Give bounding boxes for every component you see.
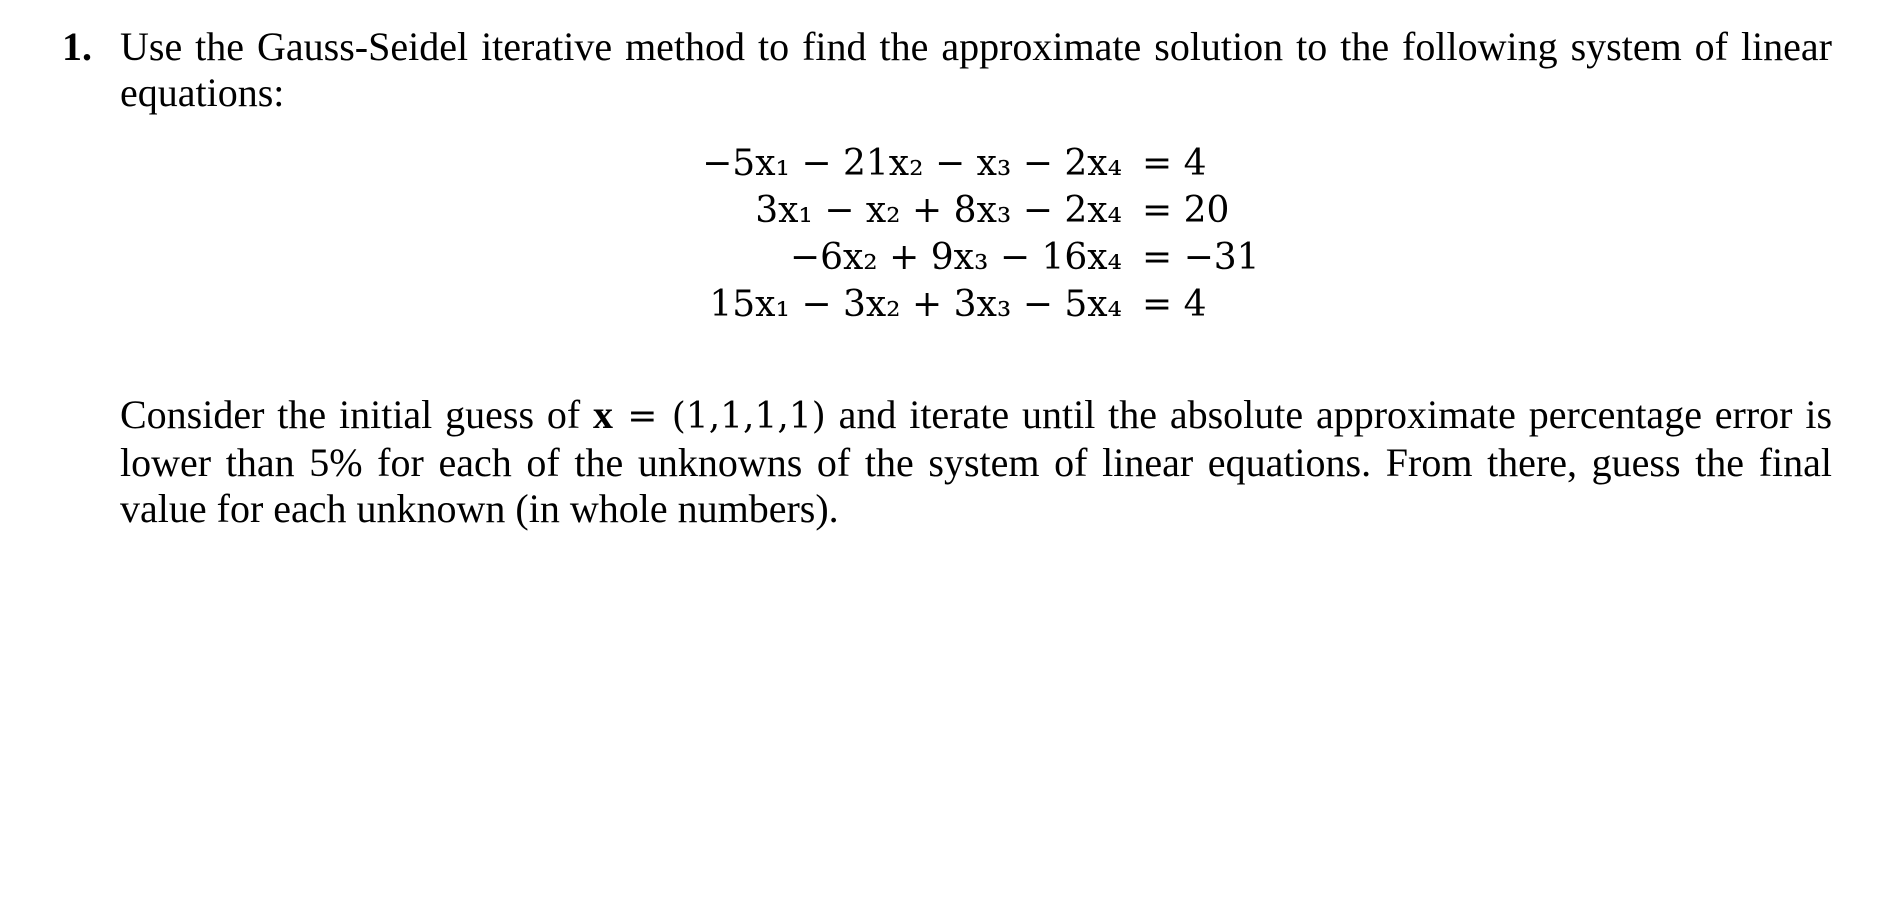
problem-prompt: Use the Gauss-Seidel iterative method to find the approximate solution to the following system of linear equations: — [120, 24, 1832, 115]
equation-4-lhs: 15x₁ − 3x₂ + 3x₃ − 5x₄ — [709, 284, 1122, 325]
initial-guess-value: = (1,1,1,1) — [613, 396, 826, 437]
instructions-paragraph — [120, 392, 1832, 532]
equation-3-rhs: = −31 — [1142, 237, 1260, 278]
instructions-before-vector: Consider the initial guess of — [120, 392, 594, 437]
instructions-after-vector: and iterate until the absolute approximate percentage error is lower than 5% for each of the unknowns of the system of linear equations. From there, guess the final value for each unknown (in whole numbers). — [120, 392, 1833, 531]
vector-symbol: x — [593, 392, 614, 437]
equation-1-rhs: = 4 — [1142, 143, 1207, 184]
equation-1-lhs: −5x₁ − 21x₂ − x₃ − 2x₄ — [702, 143, 1122, 184]
problem-number: 1. — [62, 24, 92, 69]
equation-2-lhs: 3x₁ − x₂ + 8x₃ − 2x₄ — [755, 190, 1122, 231]
equation-2-rhs: = 20 — [1142, 190, 1230, 231]
equation-4-rhs: = 4 — [1142, 284, 1207, 325]
equation-3-lhs: −6x₂ + 9x₃ − 16x₄ — [789, 237, 1122, 278]
